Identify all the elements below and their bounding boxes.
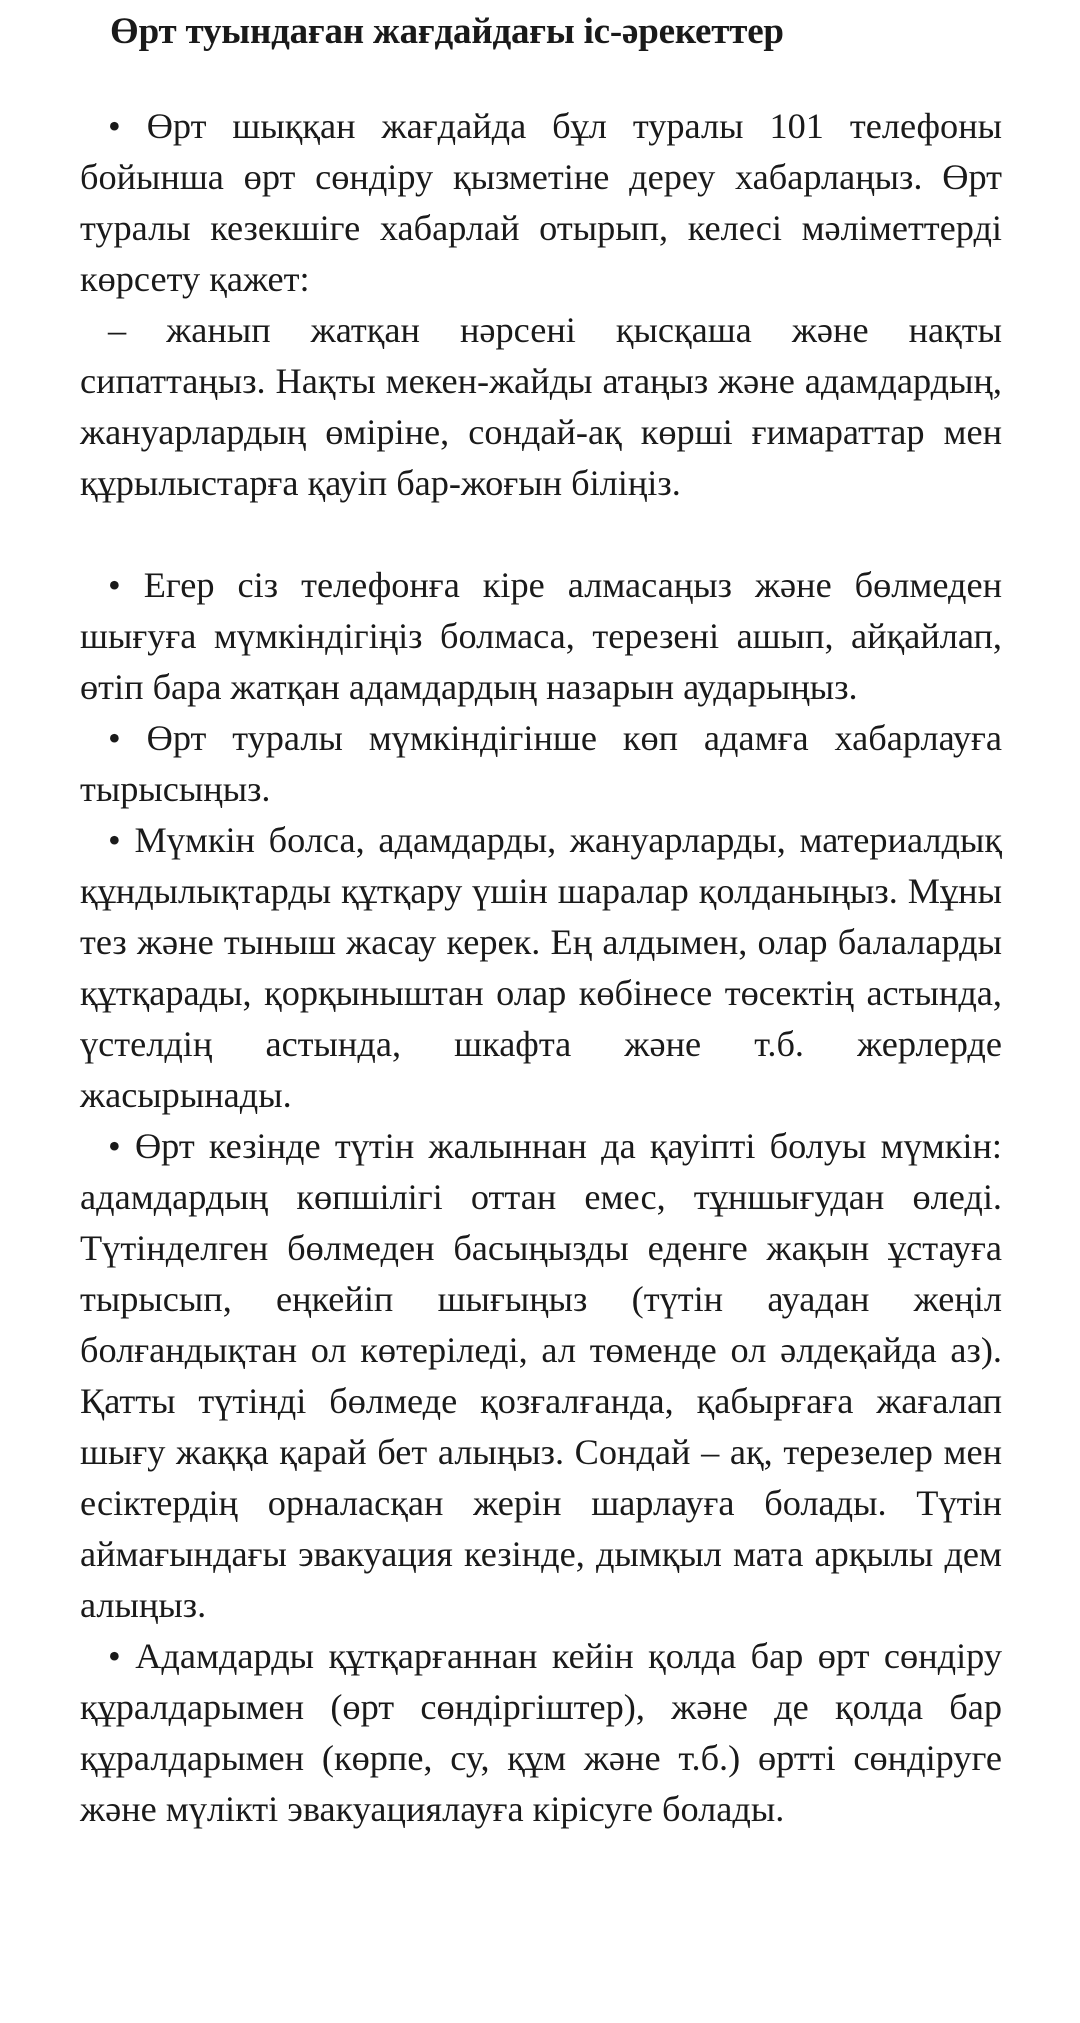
bullet-marker: • <box>108 820 121 860</box>
paragraph-text: жанып жатқан нәрсені қысқаша және нақты сипаттаңыз. Нақты мекен-жайды атаңыз және адамдардың, жануарлардың өміріне, сондай-ақ көрші ғимараттар мен құрылыстарға қауіп бар-жоғын біліңіз. <box>80 310 1003 503</box>
bullet-marker: • <box>108 565 121 605</box>
bullet-marker: • <box>108 1126 121 1166</box>
bullet-marker: • <box>108 106 121 146</box>
paragraph-text: Өрт шыққан жағдайда бұл туралы 101 телефоны бойынша өрт сөндіру қызметіне дереу хабарлаңыз. Өрт туралы кезекшіге хабарлай отырып, келесі мәліметтерді көрсету қажет: <box>80 106 1003 299</box>
paragraph-text: Егер сіз телефонға кіре алмасаңыз және бөлмеден шығуға мүмкіндігіңіз болмаса, терезені ашып, айқайлап, өтіп бара жатқан адамдардың назарын аударыңыз. <box>80 565 1003 707</box>
paragraph-text: Мүмкін болса, адамдарды, жануарларды, материалдық құндылықтарды құтқару үшін шаралар қолданыңыз. Мұны тез және тыныш жасау керек. Ең алдымен, олар балаларды құтқарады, қорқыныштан олар көбінесе төсектің астында, үстелдің астында, шкафта және т.б. жерлерде жасырынады. <box>80 820 1002 1115</box>
paragraph-extinguish <box>80 1631 1002 1835</box>
paragraph-text: Өрт кезінде түтін жалыннан да қауіпті болуы мүмкін: адамдардың көпшілігі оттан емес, тұншығудан өледі. Түтінделген бөлмеден басыңызды еденге жақын ұстауға тырысып, еңкейіп шығыңыз (түтін ауадан жеңіл болғандықтан ол көтеріледі, ал төменде ол әлдеқайда аз). Қатты түтінді бөлмеде қозғалғанда, қабырғаға жағалап шығу жаққа қарай бет алыңыз. Сондай – ақ, терезелер мен есіктердің орналасқан жерін шарлауға болады. Түтін аймағындағы эвакуация кезінде, дымқыл мата арқылы дем алыңыз. <box>80 1126 1002 1625</box>
document-title: Өрт туындаған жағдайдағы іс-әрекеттер <box>110 11 784 52</box>
paragraph-notify-people <box>80 713 1002 815</box>
paragraph-text: Адамдарды құтқарғаннан кейін қолда бар өрт сөндіру құралдарымен (өрт сөндіргіштер), және де қолда бар құралдарымен (көрпе, су, құм және т.б.) өртті сөндіруге және мүлікті эвакуациялауға кірісуге болады. <box>80 1636 1002 1829</box>
paragraph-text: Өрт туралы мүмкіндігінше көп адамға хабарлауға тырысыңыз. <box>80 718 1002 809</box>
dash-marker: – <box>108 310 127 350</box>
paragraph-open-window <box>80 560 1002 713</box>
paragraph-call-101 <box>80 101 1002 305</box>
paragraph-smoke <box>80 1121 1002 1631</box>
paragraph-describe-fire <box>80 305 1002 509</box>
bullet-marker: • <box>108 1636 121 1676</box>
bullet-marker: • <box>108 718 121 758</box>
document-page <box>80 0 1002 1835</box>
paragraph-rescue <box>80 815 1002 1121</box>
